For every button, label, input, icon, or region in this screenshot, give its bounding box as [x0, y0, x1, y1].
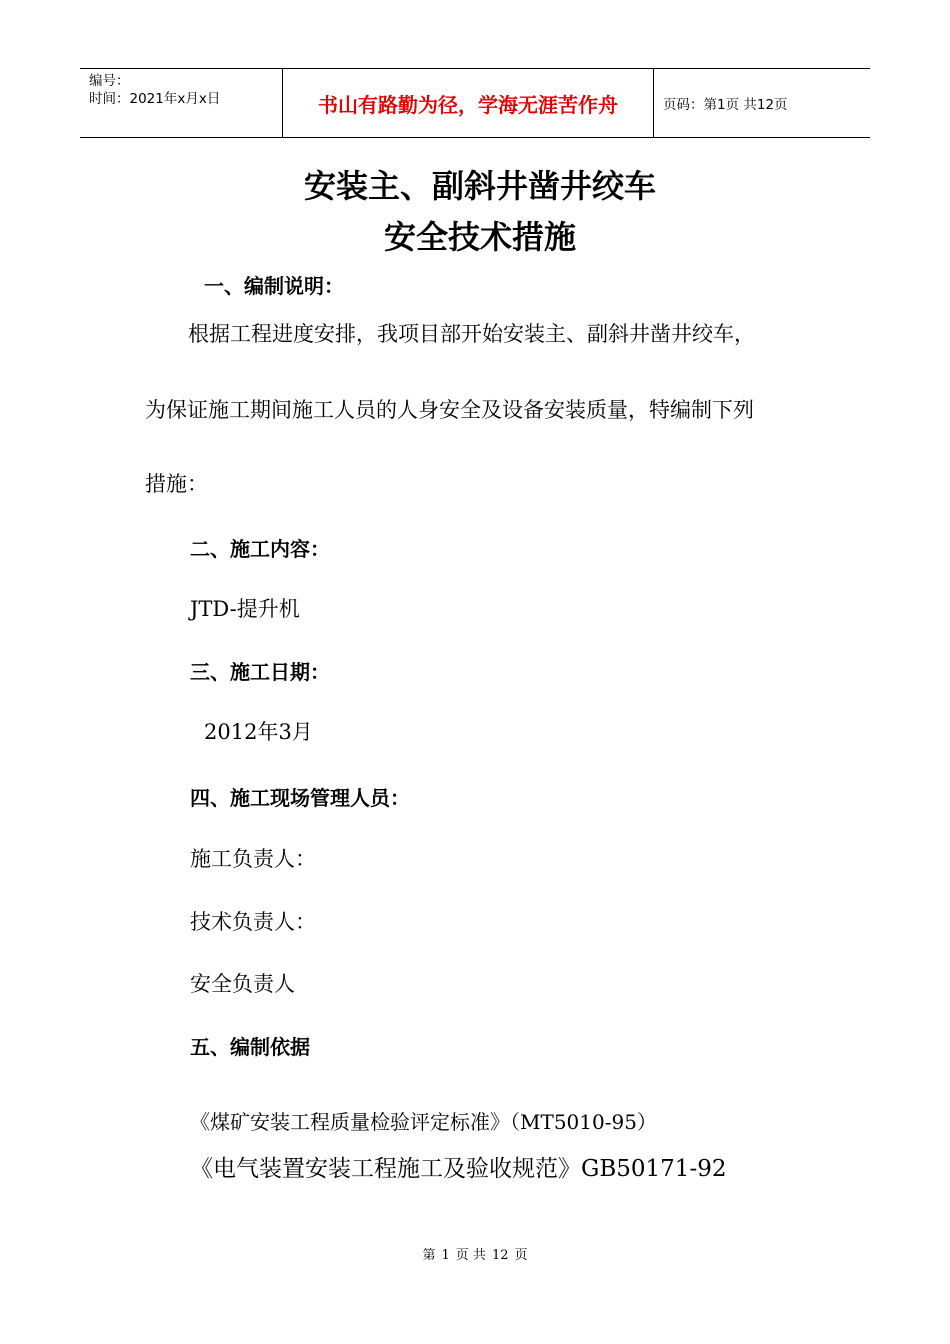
section1-paragraph-line1: 根据工程进度安排，我项目部开始安装主、副斜井凿井绞车，: [188, 322, 755, 346]
document-number-label: 编号：: [89, 73, 130, 89]
section5-reference2: 《电气装置安装工程施工及验收规范》GB50171-92: [190, 1156, 727, 1182]
section4-item3: 安全负责人: [190, 972, 295, 996]
section4-heading: 四、施工现场管理人员：: [190, 786, 410, 810]
page-footer: [0, 1247, 950, 1265]
document-time-label: 时间：2021年x月x日: [89, 91, 221, 107]
footer-total-pages: 12: [491, 1248, 509, 1263]
section5-heading: 五、编制依据: [190, 1035, 310, 1059]
footer-mid: 页 共: [455, 1248, 486, 1263]
page-header: [80, 68, 870, 138]
section3-heading: 三、施工日期：: [190, 660, 330, 684]
section4-item1: 施工负责人：: [190, 847, 316, 871]
header-meta: [80, 69, 282, 137]
section2-body: JTD-提升机: [190, 597, 300, 621]
section3-body: 2012年3月: [204, 720, 313, 744]
header-page-info: 页码：第1页 共12页: [663, 97, 788, 113]
section2-heading: 二、施工内容：: [190, 537, 330, 561]
document-title-line2: 安全技术措施: [383, 218, 576, 256]
footer-suffix: 页: [514, 1248, 528, 1263]
section1-heading: 一、编制说明：: [204, 274, 344, 298]
section5-reference1: 《煤矿安装工程质量检验评定标准》（MT5010-95）: [190, 1110, 657, 1134]
section1-paragraph-line2: 为保证施工期间施工人员的人身安全及设备安装质量，特编制下列: [145, 398, 754, 422]
header-motto: 书山有路勤为径，学海无涯苦作舟: [282, 69, 654, 137]
section1-paragraph-line3: 措施：: [145, 472, 208, 496]
footer-current-page: 1: [441, 1248, 450, 1263]
section4-item2: 技术负责人：: [190, 910, 316, 934]
footer-prefix: 第: [422, 1248, 436, 1263]
document-title-line1: 安装主、副斜井凿井绞车: [303, 167, 656, 205]
